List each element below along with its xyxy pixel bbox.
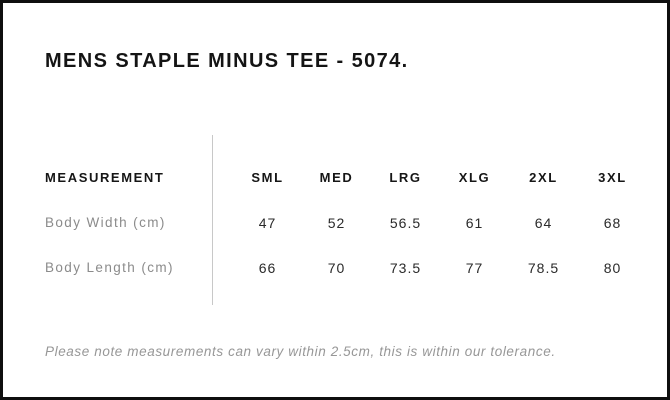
header-cell-xlg: XLG xyxy=(458,170,491,185)
header-cell-med: MED xyxy=(319,170,354,185)
body-length-2xl-value: 78.5 xyxy=(527,259,560,276)
header-cell-measurement: MEASUREMENT xyxy=(45,170,165,185)
body-length-sml-value: 66 xyxy=(258,259,277,276)
header-cell-sml: SML xyxy=(251,170,284,185)
body-width-2xl-value: 64 xyxy=(534,214,553,231)
body-width-med-value: 52 xyxy=(327,214,346,231)
body-width-3xl-value: 68 xyxy=(603,214,622,231)
body-length-med-value: 70 xyxy=(327,259,346,276)
product-title: MENS STAPLE MINUS TEE - 5074. xyxy=(45,50,409,72)
body-length-3xl-value: 80 xyxy=(603,259,622,276)
body-length-xlg-value: 77 xyxy=(465,259,484,276)
header-cell-2xl: 2XL xyxy=(529,170,558,185)
body-length-lrg-value: 73.5 xyxy=(389,259,422,276)
body-width-xlg-value: 61 xyxy=(465,214,484,231)
body-width-sml-value: 47 xyxy=(258,214,277,231)
row-label-body-width: Body Width (cm) xyxy=(45,215,166,230)
size-table xyxy=(45,155,647,290)
row-label-body-length: Body Length (cm) xyxy=(45,260,174,275)
tolerance-note: Please note measurements can vary within 2.5cm, this is within our tolerance. xyxy=(45,344,556,359)
header-cell-lrg: LRG xyxy=(389,170,422,185)
body-width-lrg-value: 56.5 xyxy=(389,214,422,231)
header-cell-3xl: 3XL xyxy=(598,170,627,185)
